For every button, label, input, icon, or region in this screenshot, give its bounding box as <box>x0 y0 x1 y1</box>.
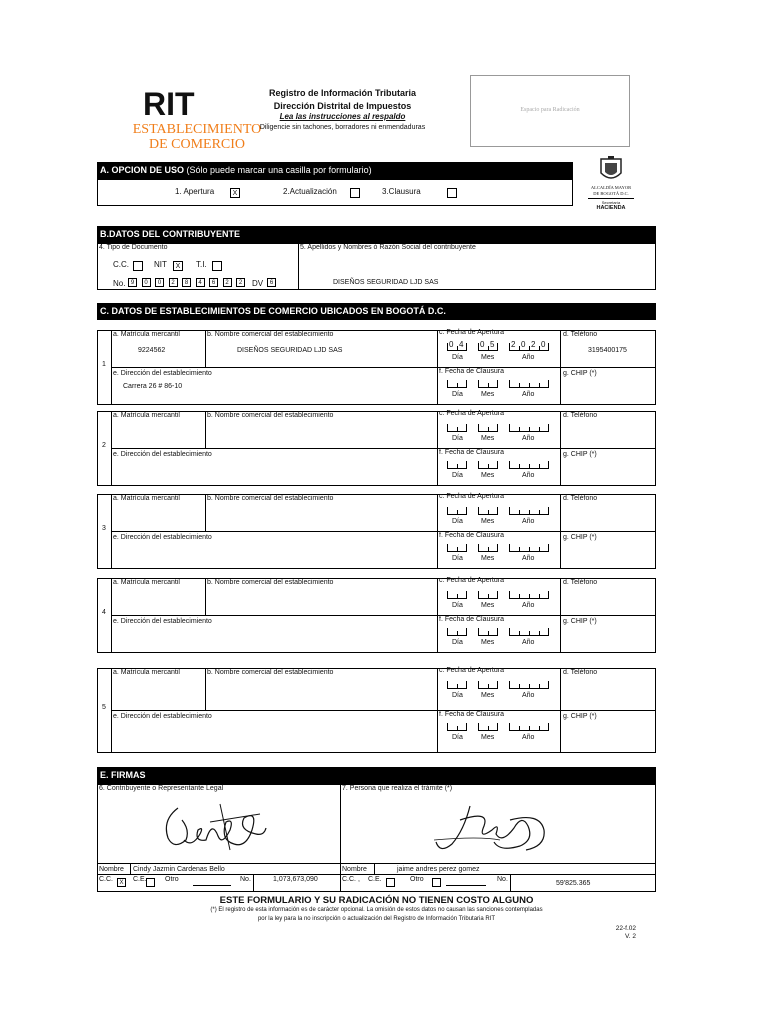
cc-checkbox[interactable] <box>133 261 143 271</box>
rit-title: RIT <box>143 86 195 122</box>
signature-tramite <box>430 800 550 855</box>
row1-apertura-date-digit[interactable]: 4 <box>459 340 464 349</box>
ti-label: T.I. <box>196 260 207 269</box>
row1-apertura-date-digit[interactable]: 0 <box>480 340 485 349</box>
logo-text1: ALCALDÍA MAYOR <box>590 185 632 190</box>
opt-apertura-checkbox[interactable]: X <box>230 188 240 198</box>
lbl-chip: g. CHIP (*) <box>563 451 597 458</box>
row1-clausura-anio: Año <box>522 391 535 398</box>
row1-apertura-anio: Año <box>522 354 535 361</box>
nombre2-label: Nombre <box>342 866 367 873</box>
row3-clausura-mes: Mes <box>481 555 495 562</box>
lbl-telefono: d. Teléfono <box>563 579 598 586</box>
footer-line2: por la ley para la no inscripción o actualización del Registro de Información Tributaria RIT <box>257 916 496 922</box>
section-a-subtitle: (Sólo puede marcar una casilla por formulario) <box>186 165 372 175</box>
footer-line1: (*) El registro de esta información es de carácter opcional. La omisión de estos datos no causan las sanciones contempladas <box>210 907 543 913</box>
logo-text2: DE BOGOTÁ D.C. <box>593 191 629 196</box>
row5-clausura-anio: Año <box>522 734 535 741</box>
lbl-telefono: d. Teléfono <box>563 331 598 338</box>
section-c-header: C. DATOS DE ESTABLECIMIENTOS DE COMERCIO UBICADOS EN BOGOTÁ D.C. <box>97 303 656 320</box>
sig7-label: 7. Persona que realiza el trámite (*) <box>342 785 453 792</box>
lbl-fecha-apertura: c. Fecha de Apertura <box>439 667 504 674</box>
otro1-label: Otro <box>165 876 179 883</box>
no2-label: No. <box>497 876 508 883</box>
row3-clausura-anio: Año <box>522 555 535 562</box>
opt-apertura-label: 1. Apertura <box>175 187 215 196</box>
dv-label: DV <box>252 279 264 288</box>
row4-apertura-anio: Año <box>522 602 535 609</box>
lbl-nombre: b. Nombre comercial del establecimiento <box>207 495 334 502</box>
lbl-fecha-clausura: f. Fecha de Clausura <box>439 532 504 539</box>
row5-apertura-anio: Año <box>522 692 535 699</box>
bogota-logo <box>586 155 636 215</box>
row1-direccion[interactable]: Carrera 26 # 86-10 <box>123 383 183 390</box>
header-note: Diligencie sin tachones, borradores ni enmendaduras <box>259 124 426 131</box>
row3-apertura-mes: Mes <box>481 518 495 525</box>
logo-text3: Secretaría <box>601 200 621 205</box>
ce2-label: C.E. <box>368 876 382 883</box>
lbl-fecha-clausura: f. Fecha de Clausura <box>439 368 504 375</box>
section-b-header: B.DATOS DEL CONTRIBUYENTE <box>97 226 656 243</box>
opt-actualizacion-label: 2.Actualización <box>283 187 337 196</box>
row-number: 2 <box>102 442 106 449</box>
nombre2-value[interactable]: jaime andres perez gomez <box>397 866 480 873</box>
doc-no-label: No. <box>113 279 126 288</box>
ce2-checkbox[interactable] <box>386 878 395 887</box>
row4-clausura-anio: Año <box>522 639 535 646</box>
ce1-checkbox[interactable] <box>146 878 155 887</box>
lbl-matricula: a. Matrícula mercantil <box>113 412 180 419</box>
row-number: 1 <box>102 361 106 368</box>
row2-apertura-mes: Mes <box>481 435 495 442</box>
no1-label: No. <box>240 876 251 883</box>
sig6-label: 6. Contribuyente o Representante Legal <box>99 785 224 792</box>
lbl-direccion: e. Dirección del establecimiento <box>113 451 212 458</box>
lbl-matricula: a. Matrícula mercantil <box>113 331 180 338</box>
lbl-fecha-apertura: c. Fecha de Apertura <box>439 577 504 584</box>
row2-clausura-anio: Año <box>522 472 535 479</box>
row2-apertura-dia: Día <box>452 435 463 442</box>
row4-clausura-mes: Mes <box>481 639 495 646</box>
doc-digit-box[interactable]: 9 <box>128 278 137 287</box>
lbl-matricula: a. Matrícula mercantil <box>113 495 180 502</box>
doc-type-label: 4. Tipo de Documento <box>99 244 168 251</box>
opt-clausura-checkbox[interactable] <box>447 188 457 198</box>
cc2-label: C.C. , <box>342 876 360 883</box>
ce1-label: C.E. <box>133 876 147 883</box>
row4-apertura-dia: Día <box>452 602 463 609</box>
doc-digit-box[interactable]: 4 <box>196 278 205 287</box>
footer-code: 22-f.02 <box>615 925 636 932</box>
name-value[interactable]: DISEÑOS SEGURIDAD LJD SAS <box>333 279 439 286</box>
header-title1: Registro de Información Tributaria <box>268 88 417 98</box>
lbl-direccion: e. Dirección del establecimiento <box>113 618 212 625</box>
header-title2: Dirección Distrital de Impuestos <box>273 101 412 111</box>
row4-clausura-dia: Día <box>452 639 463 646</box>
lbl-chip: g. CHIP (*) <box>563 370 597 377</box>
ti-checkbox[interactable] <box>212 261 222 271</box>
nit-label: NIT <box>154 260 167 269</box>
row1-apertura-date-digit[interactable]: 0 <box>541 340 546 349</box>
lbl-matricula: a. Matrícula mercantil <box>113 669 180 676</box>
row-number: 4 <box>102 609 106 616</box>
nit-checkbox[interactable]: X <box>173 261 183 271</box>
lbl-nombre: b. Nombre comercial del establecimiento <box>207 412 334 419</box>
lbl-nombre: b. Nombre comercial del establecimiento <box>207 579 334 586</box>
dv-box[interactable]: 6 <box>267 278 276 287</box>
doc-digit-box[interactable]: 2 <box>223 278 232 287</box>
row1-apertura-date-digit[interactable]: 5 <box>490 340 495 349</box>
row3-clausura-dia: Día <box>452 555 463 562</box>
footer-version: V. 2 <box>625 933 636 940</box>
row5-apertura-dia: Día <box>452 692 463 699</box>
coat-of-arms-icon <box>586 155 636 185</box>
lbl-chip: g. CHIP (*) <box>563 713 597 720</box>
otro2-checkbox[interactable] <box>432 878 441 887</box>
row1-apertura-date-digit[interactable]: 0 <box>521 340 526 349</box>
doc-digit-box[interactable]: 2 <box>236 278 245 287</box>
doc-digit-box[interactable]: 8 <box>182 278 191 287</box>
lbl-fecha-apertura: c. Fecha de Apertura <box>439 410 504 417</box>
lbl-fecha-apertura: c. Fecha de Apertura <box>439 493 504 500</box>
row1-apertura-mes: Mes <box>481 354 495 361</box>
lbl-telefono: d. Teléfono <box>563 669 598 676</box>
row3-apertura-anio: Año <box>522 518 535 525</box>
lbl-telefono: d. Teléfono <box>563 412 598 419</box>
radicacion-label: Espacio para Radicación <box>520 107 580 113</box>
nombre1-label: Nombre <box>99 866 124 873</box>
row2-clausura-dia: Día <box>452 472 463 479</box>
opt-actualizacion-checkbox[interactable] <box>350 188 360 198</box>
footer-main: ESTE FORMULARIO Y SU RADICACIÓN NO TIENEN COSTO ALGUNO <box>219 895 534 906</box>
row3-apertura-dia: Día <box>452 518 463 525</box>
header-instructions: Lea las instrucciones al respaldo <box>279 112 406 121</box>
row1-matricula[interactable]: 9224562 <box>138 347 166 354</box>
signature-representante <box>160 800 270 855</box>
lbl-chip: g. CHIP (*) <box>563 618 597 625</box>
doc-digit-box[interactable]: 6 <box>209 278 218 287</box>
doc-digit-box[interactable]: 0 <box>155 278 164 287</box>
row1-clausura-dia: Día <box>452 391 463 398</box>
logo-text4: HACIENDA <box>596 205 626 211</box>
row-number: 5 <box>102 704 106 711</box>
row1-telefono[interactable]: 3195400175 <box>588 347 627 354</box>
row2-clausura-mes: Mes <box>481 472 495 479</box>
doc-digit-box[interactable]: 0 <box>142 278 151 287</box>
cc1-label: C.C. <box>99 876 113 883</box>
no2-value[interactable]: 59'825.365 <box>556 880 591 887</box>
estab-line2: DE COMERCIO <box>148 137 246 152</box>
no1-value[interactable]: 1,073,673,090 <box>273 876 318 883</box>
section-a-title: A. OPCION DE USO <box>100 165 185 175</box>
lbl-fecha-clausura: f. Fecha de Clausura <box>439 616 504 623</box>
row5-apertura-mes: Mes <box>481 692 495 699</box>
lbl-fecha-apertura: c. Fecha de Apertura <box>439 329 504 336</box>
lbl-nombre: b. Nombre comercial del establecimiento <box>207 331 334 338</box>
row4-apertura-mes: Mes <box>481 602 495 609</box>
row-number: 3 <box>102 525 106 532</box>
row1-apertura-date-digit[interactable]: 2 <box>531 340 536 349</box>
section-e-header: E. FIRMAS <box>97 767 656 784</box>
lbl-telefono: d. Teléfono <box>563 495 598 502</box>
lbl-fecha-clausura: f. Fecha de Clausura <box>439 449 504 456</box>
row5-clausura-dia: Día <box>452 734 463 741</box>
lbl-nombre: b. Nombre comercial del establecimiento <box>207 669 334 676</box>
row1-apertura-dia: Día <box>452 354 463 361</box>
row2-apertura-anio: Año <box>522 435 535 442</box>
opt-clausura-label: 3.Clausura <box>382 187 421 196</box>
otro2-label: Otro <box>410 876 424 883</box>
lbl-chip: g. CHIP (*) <box>563 534 597 541</box>
row1-apertura-date-digit[interactable]: 0 <box>449 340 454 349</box>
lbl-direccion: e. Dirección del establecimiento <box>113 370 212 377</box>
name-label: 5. Apellidos y Nombres ó Razón Social del contribuyente <box>300 244 476 251</box>
radicacion-box <box>470 75 630 147</box>
nombre1-value[interactable]: Cindy Jazmin Cardenas Bello <box>133 866 225 873</box>
lbl-direccion: e. Dirección del establecimiento <box>113 534 212 541</box>
lbl-matricula: a. Matrícula mercantil <box>113 579 180 586</box>
lbl-fecha-clausura: f. Fecha de Clausura <box>439 711 504 718</box>
row1-clausura-mes: Mes <box>481 391 495 398</box>
cc-label: C.C. <box>113 260 129 269</box>
section-a-header <box>97 162 573 179</box>
estab-line1: ESTABLECIMIENTO <box>132 122 262 137</box>
lbl-direccion: e. Dirección del establecimiento <box>113 713 212 720</box>
row5-clausura-mes: Mes <box>481 734 495 741</box>
cc1-checkbox[interactable]: X <box>117 878 126 887</box>
row1-nombre[interactable]: DISEÑOS SEGURIDAD LJD SAS <box>237 347 343 354</box>
doc-digit-box[interactable]: 2 <box>169 278 178 287</box>
row1-apertura-date-digit[interactable]: 2 <box>511 340 516 349</box>
